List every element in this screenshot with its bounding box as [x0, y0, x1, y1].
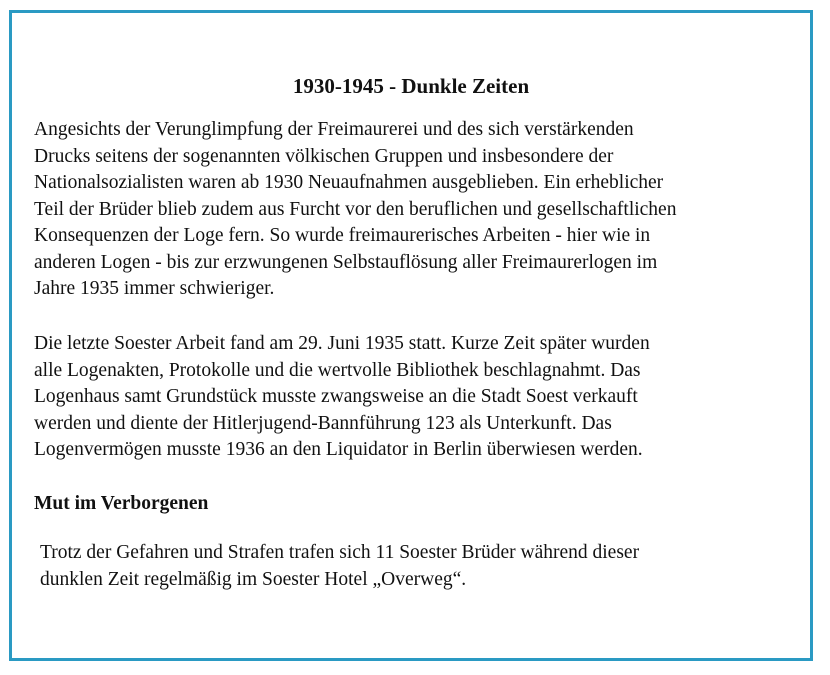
section-heading: Mut im Verborgenen [34, 493, 209, 514]
page-title: 1930-1945 - Dunkle Zeiten [292, 74, 530, 98]
paragraph-hidden-courage: Trotz der Gefahren und Strafen trafen sich 11 Soester Brüder während dieser dunklen Zeit regelmäßig im Soester Hotel „Overweg“. [40, 542, 640, 590]
content-frame [9, 10, 813, 661]
paragraph-last-meeting: Die letzte Soester Arbeit fand am 29. Juni 1935 statt. Kurze Zeit später wurden alle Logenakten, Protokolle und die wertvolle Bibliothek beschlagnahmt. Das Logenhaus samt Grundstück musste zwangsweise an die Stadt Soest verkauft werden und diente der Hitlerjugend-Bannführung 123 als Unterkunft. Das Logenvermögen musste 1936 an den Liquidator in Berlin überwiesen werden. [34, 333, 650, 460]
paragraph-intro: Angesichts der Verunglimpfung der Freimaurerei und des sich verstärkenden Drucks seitens der sogenannten völkischen Gruppen und insbesondere der Nationalsozialisten waren ab 1930 Neuaufnahmen ausgeblieben. Ein erheblicher Teil der Brüder blieb zudem aus Furcht vor den beruflichen und gesellschaftlichen Konsequenzen der Loge fern. So wurde freimaurerisches Arbeiten - hier wie in anderen Logen - bis zur erzwungenen Selbstauflösung aller Freimaurerlogen im Jahre 1935 immer schwieriger. [34, 119, 677, 299]
